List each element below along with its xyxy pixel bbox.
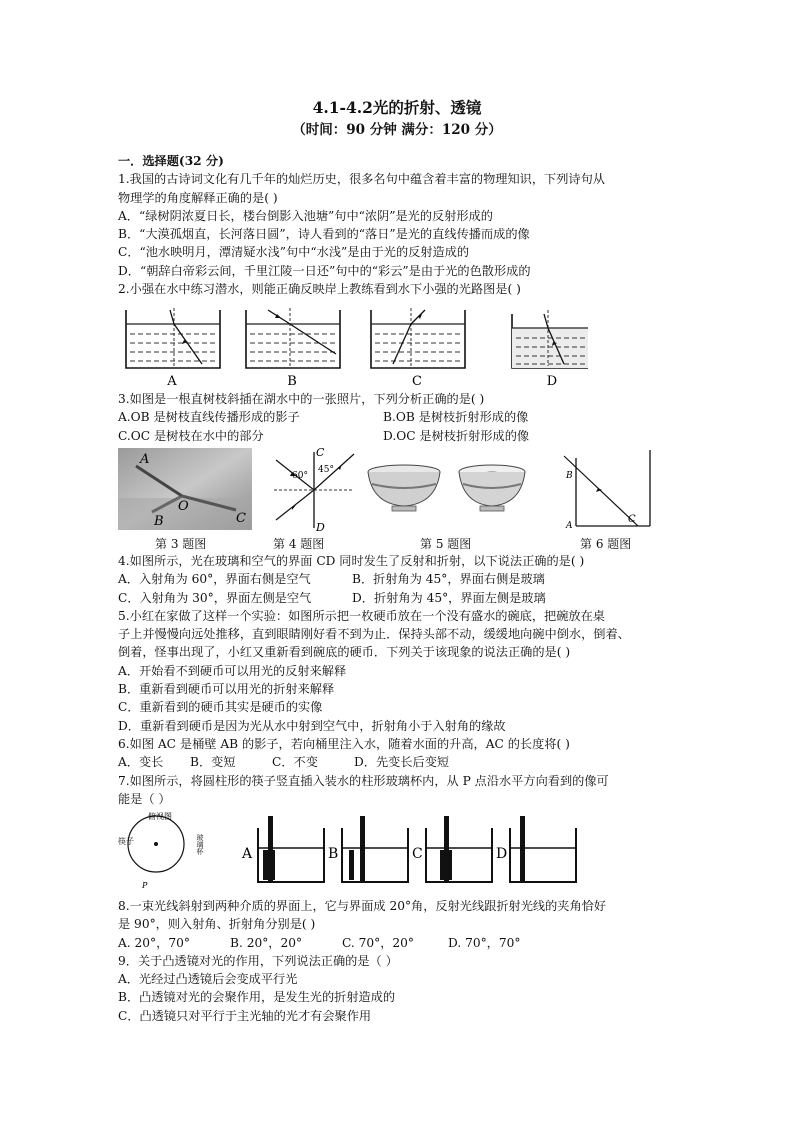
q2-figure <box>118 306 588 388</box>
q7-label-a: A <box>242 846 253 862</box>
q8-stem-line1: 8.一束光线斜射到两种介质的界面上，它与界面成 20°角，反射光线跟折射光线的夹角恰好 <box>118 899 607 913</box>
q8-option-a: A. 20°，70° <box>118 935 190 950</box>
fig5-bowls <box>366 462 536 518</box>
q2-label-d: D <box>546 374 558 388</box>
q7-cup-c <box>412 816 492 882</box>
caption-fig6: 第 6 题图 <box>580 537 632 551</box>
tank-c <box>371 308 465 368</box>
q7-cup-d <box>496 816 576 882</box>
fig6-bucket <box>560 444 660 534</box>
tank-a <box>126 308 220 368</box>
q7-cup-b <box>328 816 408 882</box>
q5-stem-line3: 倒着，怪事出现了，小红又重新看到碗底的硬币．下列关于该现象的说法正确的是( ) <box>118 645 571 660</box>
page-subtitle: （时间：90 分钟 满分：120 分） <box>292 122 502 138</box>
fig4-label-c: C <box>316 446 325 459</box>
q5-option-c: C．重新看到的硬币其实是硬币的实像 <box>118 700 323 715</box>
q7-label-b: B <box>328 846 339 862</box>
q7-cup-a <box>241 816 324 882</box>
q6-option-b: B．变短 <box>190 755 236 770</box>
q6-stem: 6.如图 AC 是桶壁 AB 的影子，若向桶里注入水，随着水面的升高，AC 的长度将( ) <box>118 736 570 751</box>
fig4-angle-45: 45° <box>318 465 334 475</box>
q4-stem: 4.如图所示，光在玻璃和空气的界面 CD 同时发生了反射和折射，以下说法正确的是( ) <box>118 554 585 568</box>
q2-label-c: C <box>412 374 422 388</box>
questions-block-3 <box>118 897 688 1025</box>
q3-stem: 3.如图是一根直树枝斜插在湖水中的一张照片，下列分析正确的是( ) <box>118 392 485 406</box>
bowl-2 <box>459 465 525 511</box>
caption-fig4: 第 4 题图 <box>273 537 325 551</box>
q5-option-d: D．重新看到硬币是因为光从水中射到空气中，折射角小于入射角的缘故 <box>118 718 506 733</box>
questions-block-1 <box>118 152 688 298</box>
q8-option-d: D. 70°，70° <box>448 935 521 950</box>
caption-fig3: 第 3 题图 <box>155 537 207 551</box>
q1-stem-line2: 物理学的角度解释正确的是( ) <box>118 190 278 205</box>
q9-stem: 9．关于凸透镜对光的作用，下列说法正确的是（ ） <box>118 953 398 968</box>
fig4-label-d: D <box>316 521 325 534</box>
fig3-photo <box>118 448 252 530</box>
q1-option-a: A．“绿树阴浓夏日长，楼台倒影入池塘”句中“浓阴”是光的反射形成的 <box>118 208 493 223</box>
q5-stem-line1: 5.小红在家做了这样一个实验：如图所示把一枚硬币放在一个没有盛水的碗底，把碗放在桌 <box>118 608 605 623</box>
tank-d <box>512 310 588 368</box>
q4-option-a: A．入射角为 60°，界面右侧是空气 <box>118 572 311 587</box>
fig6-label-a: A <box>566 521 573 531</box>
q8-stem-line2: 是 90°，则入射角、折射角分别是( ) <box>118 917 316 932</box>
q1-option-b: B．“大漠孤烟直，长河落日圆”，诗人看到的“落日”是光的直线传播而成的像 <box>118 227 530 242</box>
q6-option-c: C．不变 <box>272 755 318 770</box>
q7-top-view-label: 俯视图 <box>148 812 172 821</box>
fig6-label-c: C <box>628 514 636 525</box>
q7-point-p: P <box>142 881 148 890</box>
q9-option-a: A．光经过凸透镜后会变成平行光 <box>118 972 298 987</box>
tank-b <box>246 308 340 368</box>
q5-option-b: B．重新看到硬币可以用光的折射来解释 <box>118 682 335 697</box>
fig3-label-o: O <box>178 499 189 514</box>
q6-option-d: D．先变长后变短 <box>354 755 450 770</box>
q7-top-view <box>118 811 204 890</box>
q7-label-c: C <box>412 846 423 862</box>
q7-chopstick-label: 筷子 <box>118 837 134 846</box>
q7-cup-label: 玻璃杯 <box>196 834 204 855</box>
q1-option-c: C．“池水映明月，潭清疑水浅”句中“水浅”是由于光的反射造成的 <box>118 245 470 260</box>
q2-label-a: A <box>167 374 177 388</box>
caption-fig5: 第 5 题图 <box>420 537 472 551</box>
fig3-label-c: C <box>236 511 246 526</box>
questions-block-2 <box>118 552 688 808</box>
page-title: 4.1-4.2光的折射、透镜 <box>312 98 482 117</box>
section-heading: 一．选择题(32 分) <box>118 154 224 168</box>
q7-label-d: D <box>496 846 508 862</box>
fig3-label-a: A <box>140 452 150 467</box>
fig4-angle-60: 60° <box>292 471 308 481</box>
q7-stem-line2: 能是（ ） <box>118 791 171 806</box>
q7-figure <box>116 808 596 894</box>
q9-option-b: B．凸透镜对光的会聚作用，是发生光的折射造成的 <box>118 990 396 1005</box>
fig4-diagram <box>270 444 360 534</box>
q6-option-a: A．变长 <box>118 755 164 770</box>
fig3-label-b: B <box>154 514 164 529</box>
q4-option-d: D．折射角为 45°，界面左侧是玻璃 <box>352 590 546 605</box>
fig6-label-b: B <box>566 471 573 481</box>
q3-block <box>118 390 688 445</box>
q3-option-b: B.OB 是树枝折射形成的像 <box>383 410 529 425</box>
q1-stem-line1: 1.我国的古诗词文化有几千年的灿烂历史，很多名句中蕴含着丰富的物理知识，下列诗句从 <box>118 172 605 187</box>
q1-option-d: D．“朝辞白帝彩云间，千里江陵一日还”句中的“彩云”是由于光的色散形成的 <box>118 263 531 278</box>
bowl-1 <box>368 465 440 511</box>
q2-stem: 2.小强在水中练习潜水，则能正确反映岸上教练看到水下小强的光路图是( ) <box>118 282 521 297</box>
q8-option-c: C. 70°，20° <box>342 935 415 950</box>
q5-option-a: A．开始看不到硬币可以用光的反射来解释 <box>118 663 347 678</box>
q4-option-b: B．折射角为 45°，界面右侧是玻璃 <box>352 572 545 587</box>
q3-option-c: C.OC 是树枝在水中的部分 <box>118 428 264 443</box>
q7-stem-line1: 7.如图所示，将圆柱形的筷子竖直插入装水的柱形玻璃杯内，从 P 点沿水平方向看到的像可 <box>118 773 609 788</box>
q4-option-c: C．入射角为 30°，界面左侧是空气 <box>118 590 312 605</box>
q3-option-a: A.OB 是树枝直线传播形成的影子 <box>118 410 300 425</box>
q3-option-d: D.OC 是树枝折射形成的像 <box>383 428 530 443</box>
q8-option-b: B. 20°，20° <box>230 935 303 950</box>
q9-option-c: C．凸透镜只对平行于主光轴的光才有会聚作用 <box>118 1008 372 1023</box>
q2-label-b: B <box>287 374 297 388</box>
q5-stem-line2: 子上并慢慢向远处推移，直到眼睛刚好看不到为止．保持头部不动，缓缓地向碗中倒水，倒着、 <box>118 627 630 642</box>
